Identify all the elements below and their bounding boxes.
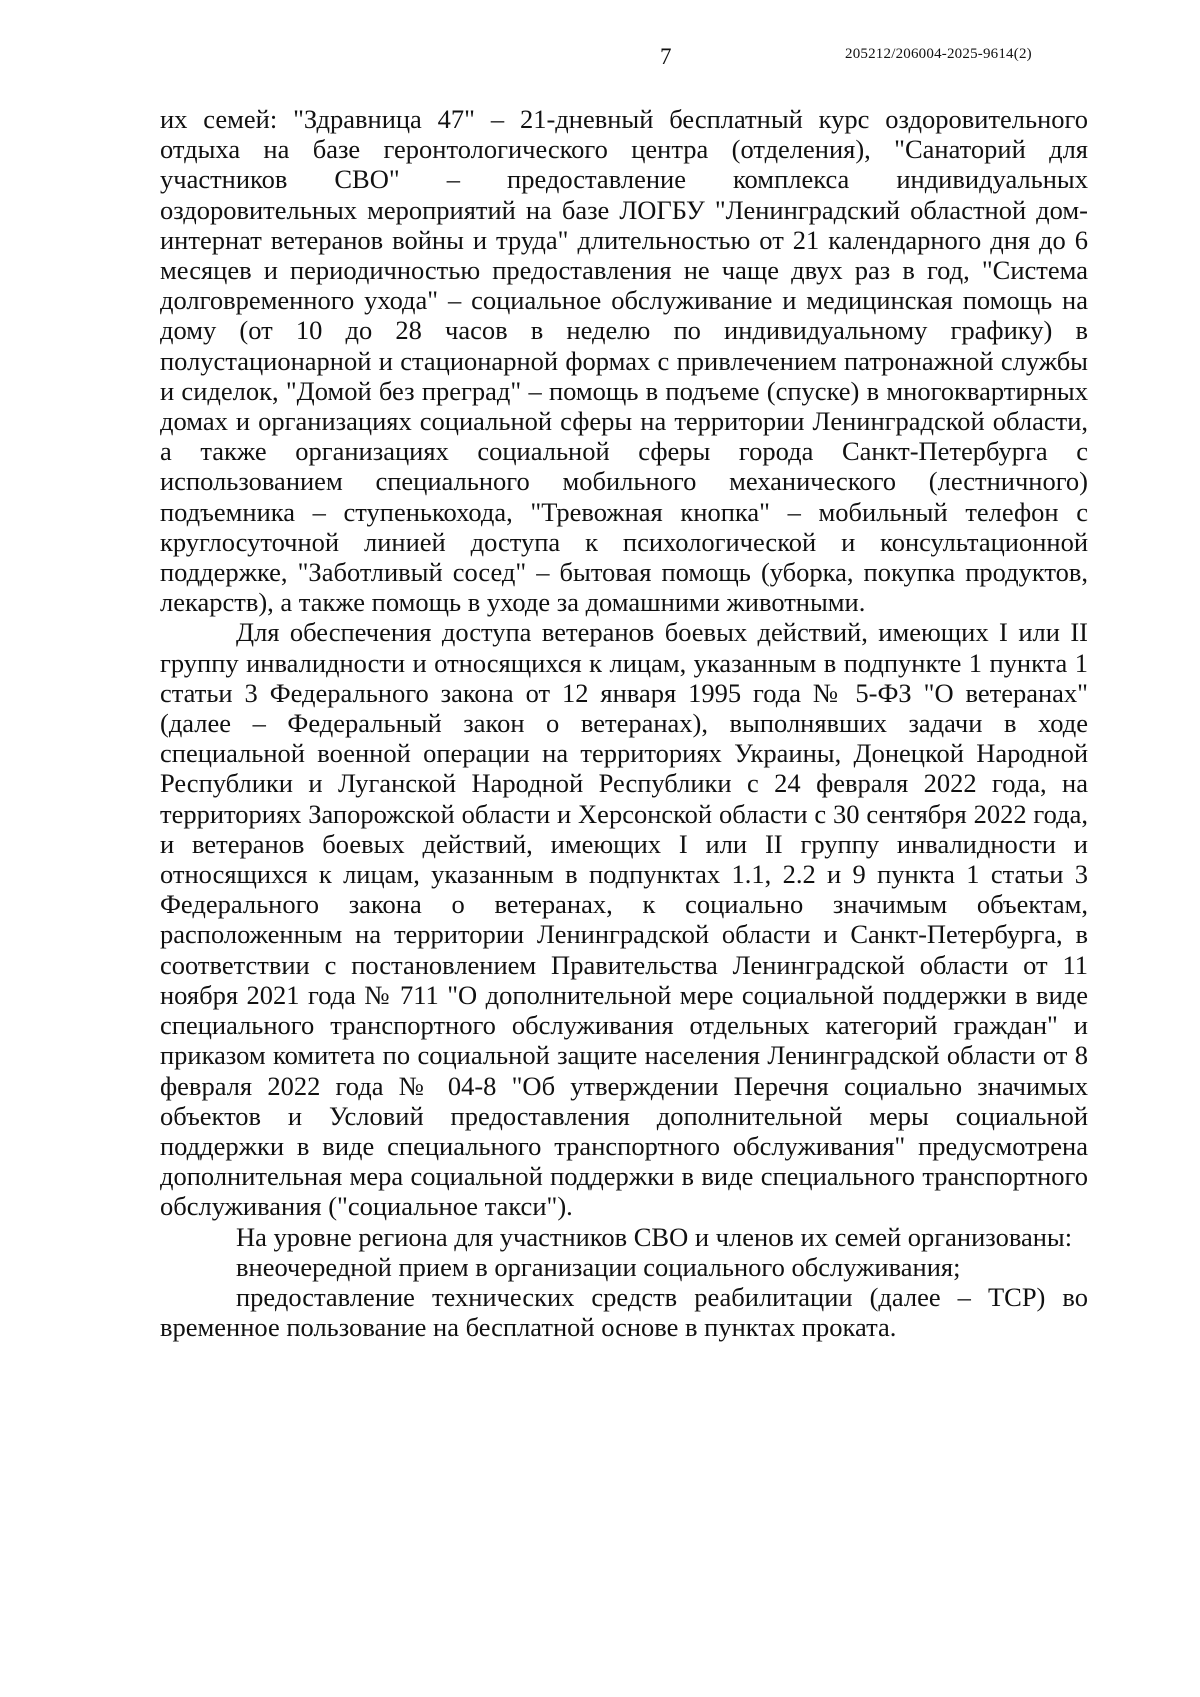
- paragraph-3: На уровне региона для участников СВО и членов их семей организованы:: [236, 1221, 1073, 1252]
- paragraph-1: их семей: "Здравница 47" – 21-дневный бесплатный курс оздоровительного отдыха на базе геронтологического центра (отделения), "Санаторий для участников СВО" – предоставление комплекса индивидуальных оздоровительных мероприятий на базе ЛОГБУ "Ленинградский областной дом-интернат ветеранов войны и труда" длительностью от 21 календарного дня до 6 месяцев и периодичностью предоставления не чаще двух раз в год, "Система долговременного ухода" – социальное обслуживание и медицинская помощь на дому (от 10 до 28 часов в неделю по индивидуальному графику) в полустационарной и стационарной формах с привлечением патронажной службы и сиделок, "Домой без преград" – помощь в подъеме (спуске) в многоквартирных домах и организациях социальной сферы на территории Ленинградской области, а также организациях социальной сферы города Санкт-Петербурга с использованием специального мобильного механического (лестничного) подъемника – ступенькохода, "Тревожная кнопка" – мобильный телефон с круглосуточной линией доступа к психологической и консультационной поддержке, "Заботливый сосед" – бытовая помощь (уборка, покупка продуктов, лекарств), а также помощь в уходе за домашними животными.: [160, 104, 1088, 618]
- document-body: [160, 104, 1088, 1342]
- paragraph-4: внеочередной прием в организации социального обслуживания;: [236, 1251, 961, 1282]
- paragraph-5: предоставление технических средств реабилитации (далее – ТСР) во временное пользование на бесплатной основе в пунктах проката.: [160, 1281, 1088, 1343]
- paragraph-2: Для обеспечения доступа ветеранов боевых действий, имеющих I или II группу инвалидности и относящихся к лицам, указанным в подпункте 1 пункта 1 статьи 3 Федерального закона от 12 января 1995 года № 5-ФЗ "О ветеранах" (далее – Федеральный закон о ветеранах), выполнявших задачи в ходе специальной военной операции на территориях Украины, Донецкой Народной Республики и Луганской Народной Республики с 24 февраля 2022 года, на территориях Запорожской области и Херсонской области с 30 сентября 2022 года, и ветеранов боевых действий, имеющих I или II группу инвалидности и относящихся к лицам, указанным в подпунктах 1.1, 2.2 и 9 пункта 1 статьи 3 Федерального закона о ветеранах, к социально значимым объектам, расположенным на территории Ленинградской области и Санкт-Петербурга, в соответствии с постановлением Правительства Ленинградской области от 11 ноября 2021 года № 711 "О дополнительной мере социальной поддержки в виде специального транспортного обслуживания отдельных категорий граждан" и приказом комитета по социальной защите населения Ленинградской области от 8 февраля 2022 года № 04-8 "Об утверждении Перечня социально значимых объектов и Условий предоставления дополнительной меры социальной поддержки в виде специального транспортного обслуживания" предусмотрена дополнительная мера социальной поддержки в виде специального транспортного обслуживания ("социальное такси").: [160, 617, 1088, 1222]
- page-number: 7: [660, 44, 672, 69]
- document-code: 205212/206004-2025-9614(2): [845, 46, 1032, 62]
